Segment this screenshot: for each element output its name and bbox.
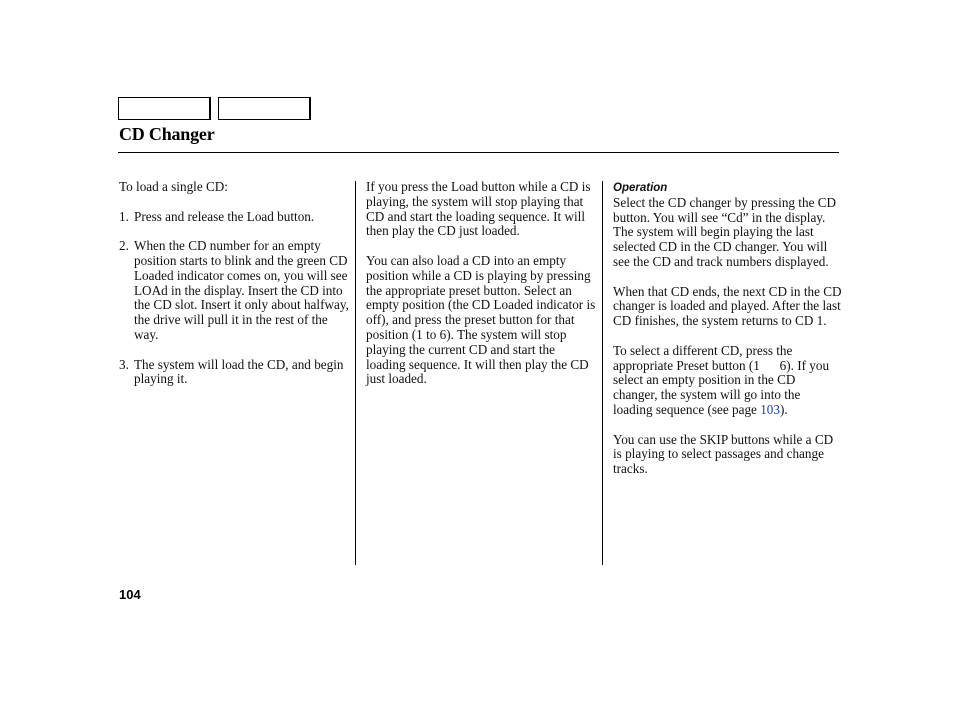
page-number: 104 <box>119 587 141 602</box>
page-reference-link[interactable]: 103 <box>760 401 780 417</box>
paragraph: You can also load a CD into an empty position while a CD is playing by pressing the appropriate preset button. Select an empty position (the CD Loaded indicator is off), and press the preset button for that position (1 to 6). The system will stop playing the current CD and start the loading sequence. It will then play the CD just loaded. <box>366 252 596 387</box>
step-text: The system will load the CD, and begin playing it. <box>134 356 344 387</box>
column-2 <box>366 180 596 402</box>
list-item <box>119 239 349 343</box>
list-item <box>119 358 349 388</box>
paragraph: Select the CD changer by pressing the CD button. You will see “Cd” in the display. The system will begin playing the last selected CD in the CD changer. You will see the CD and track numbers displayed. <box>613 194 837 269</box>
column-1 <box>119 180 349 402</box>
intro-text: To load a single CD: <box>119 179 228 194</box>
text-span: 6). If you select an empty position in the CD changer, the system will go into the loading sequence (see page <box>613 357 830 417</box>
paragraph: You can use the SKIP buttons while a CD is playing to select passages and change tracks. <box>613 431 834 477</box>
header-tab-box-2 <box>218 97 311 120</box>
step-text: When the CD number for an empty position starts to blink and the green CD Loaded indicator comes on, you will see LOAd in the display. Insert the CD into the CD slot. Insert it only about halfway, the drive will pull it in the rest of the way. <box>134 238 349 342</box>
paragraph: When that CD ends, the next CD in the CD changer is loaded and played. After the last CD finishes, the system returns to CD 1. <box>613 283 842 329</box>
step-text: Press and release the Load button. <box>134 208 315 224</box>
text-span: ). <box>779 401 788 417</box>
title-rule <box>118 152 839 153</box>
step-number: 3. <box>119 356 129 372</box>
column-divider-2 <box>602 181 603 565</box>
list-item <box>119 210 349 225</box>
paragraph: If you press the Load button while a CD is playing, the system will stop playing that CD and start the loading sequence. It will then play the CD just loaded. <box>366 179 591 239</box>
paragraph <box>613 344 843 418</box>
header-tab-box-1 <box>118 97 211 120</box>
page-title: CD Changer <box>119 124 215 144</box>
step-number: 2. <box>119 238 129 254</box>
column-3 <box>613 180 843 492</box>
text-span: To select a different CD, press the appropriate Preset button (1 <box>613 342 793 373</box>
section-label: Operation <box>613 182 668 194</box>
column-divider-1 <box>355 181 356 565</box>
step-number: 1. <box>119 208 129 224</box>
